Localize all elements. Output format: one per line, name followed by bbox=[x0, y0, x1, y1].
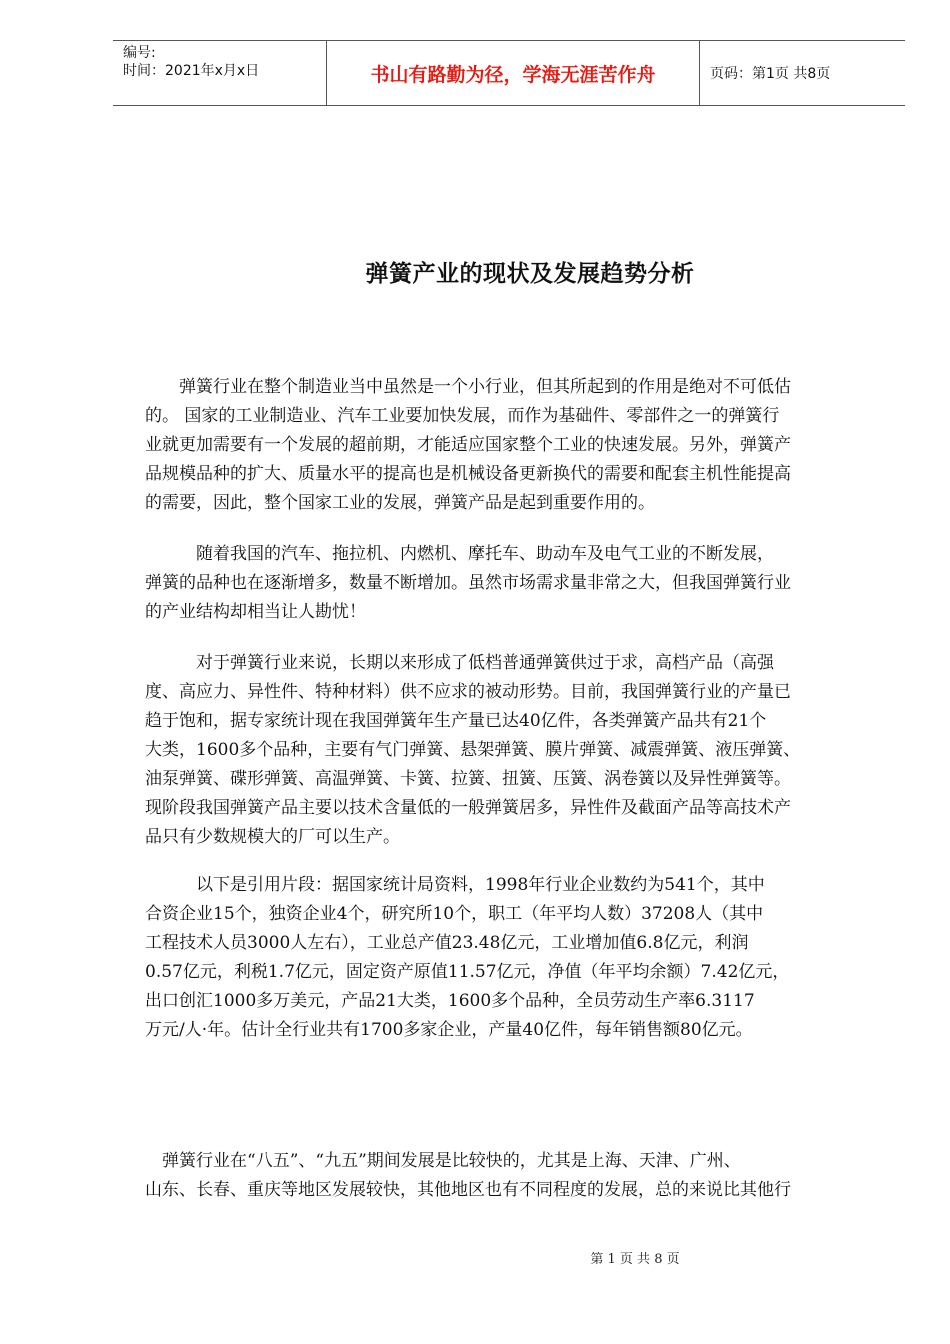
paragraph-4 bbox=[145, 871, 890, 1045]
text-line: 0.57亿元，利税1.7亿元，固定资产原值11.57亿元，净值（年平均余额）7.42亿元， bbox=[145, 962, 790, 982]
paragraph-2 bbox=[145, 540, 890, 627]
motto: 书山有路勤为径，学海无涯苦作舟 bbox=[327, 41, 700, 106]
paragraph-3 bbox=[145, 649, 890, 852]
text-line: 品只有少数规模大的厂可以生产。 bbox=[145, 827, 400, 847]
text-line: 随着我国的汽车、拖拉机、内燃机、摩托车、助动车及电气工业的不断发展， bbox=[145, 544, 774, 564]
text-line: 出口创汇1000多万美元，产品21大类，1600多个品种，全员劳动生产率6.3117 bbox=[145, 991, 755, 1011]
text-line: 现阶段我国弹簧产品主要以技术含量低的一般弹簧居多，异性件及截面产品等高技术产 bbox=[145, 798, 791, 818]
text-line: 山东、长春、重庆等地区发展较快，其他地区也有不同程度的发展，总的来说比其他行 bbox=[145, 1180, 791, 1200]
text-line: 合资企业15个，独资企业4个，研究所10个，职工（年平均人数）37208人（其中 bbox=[145, 904, 764, 924]
document-title: 弹簧产业的现状及发展趋势分析 bbox=[365, 260, 695, 287]
text-line: 工程技术人员3000人左右），工业总产值23.48亿元，工业增加值6.8亿元，利润 bbox=[145, 933, 749, 953]
paragraph-5 bbox=[145, 1147, 890, 1205]
text-line: 弹簧行业在“八五”、“九五”期间发展是比较快的，尤其是上海、天津、广州、 bbox=[145, 1151, 741, 1171]
page-info: 页码：第1页 共8页 bbox=[700, 41, 906, 106]
text-line: 度、高应力、异性件、特种材料）供不应求的被动形势。目前，我国弹簧行业的产量已 bbox=[145, 682, 791, 702]
text-line: 弹簧行业在整个制造业当中虽然是一个小行业，但其所起到的作用是绝对不可低估 bbox=[145, 377, 791, 397]
text-line: 业就更加需要有一个发展的超前期，才能适应国家整个工业的快速发展。另外，弹簧产 bbox=[145, 435, 791, 455]
text-line: 的需要，因此，整个国家工业的发展，弹簧产品是起到重要作用的。 bbox=[145, 493, 655, 513]
text-line: 的。 国家的工业制造业、汽车工业要加快发展，而作为基础件、零部件之一的弹簧行 bbox=[145, 406, 780, 426]
header-table bbox=[113, 40, 905, 106]
paragraph-1 bbox=[145, 373, 890, 518]
number-label: 编号: bbox=[123, 45, 156, 61]
text-line: 以下是引用片段：据国家统计局资料，1998年行业企业数约为541个，其中 bbox=[145, 875, 765, 895]
text-line: 对于弹簧行业来说，长期以来形成了低档普通弹簧供过于求，高档产品（高强 bbox=[145, 653, 774, 673]
time-label: 时间：2021年x月x日 bbox=[123, 63, 260, 79]
text-line: 油泵弹簧、碟形弹簧、高温弹簧、卡簧、拉簧、扭簧、压簧、涡卷簧以及异性弹簧等。 bbox=[145, 769, 791, 789]
text-line: 万元/人·年。估计全行业共有1700多家企业，产量40亿件，每年销售额80亿元。 bbox=[145, 1020, 753, 1040]
text-line: 的产业结构却相当让人勘忧！ bbox=[145, 602, 366, 622]
text-line: 弹簧的品种也在逐渐增多，数量不断增加。虽然市场需求量非常之大，但我国弹簧行业 bbox=[145, 573, 791, 593]
page-footer: 第 1 页 共 8 页 bbox=[590, 1252, 680, 1267]
text-line: 品规模品种的扩大、质量水平的提高也是机械设备更新换代的需要和配套主机性能提高 bbox=[145, 464, 791, 484]
text-line: 趋于饱和，据专家统计现在我国弹簧年生产量已达40亿件，各类弹簧产品共有21个 bbox=[145, 711, 767, 731]
header-meta-cell bbox=[113, 41, 327, 106]
text-line: 大类，1600多个品种，主要有气门弹簧、悬架弹簧、膜片弹簧、减震弹簧、液压弹簧、 bbox=[145, 740, 801, 760]
